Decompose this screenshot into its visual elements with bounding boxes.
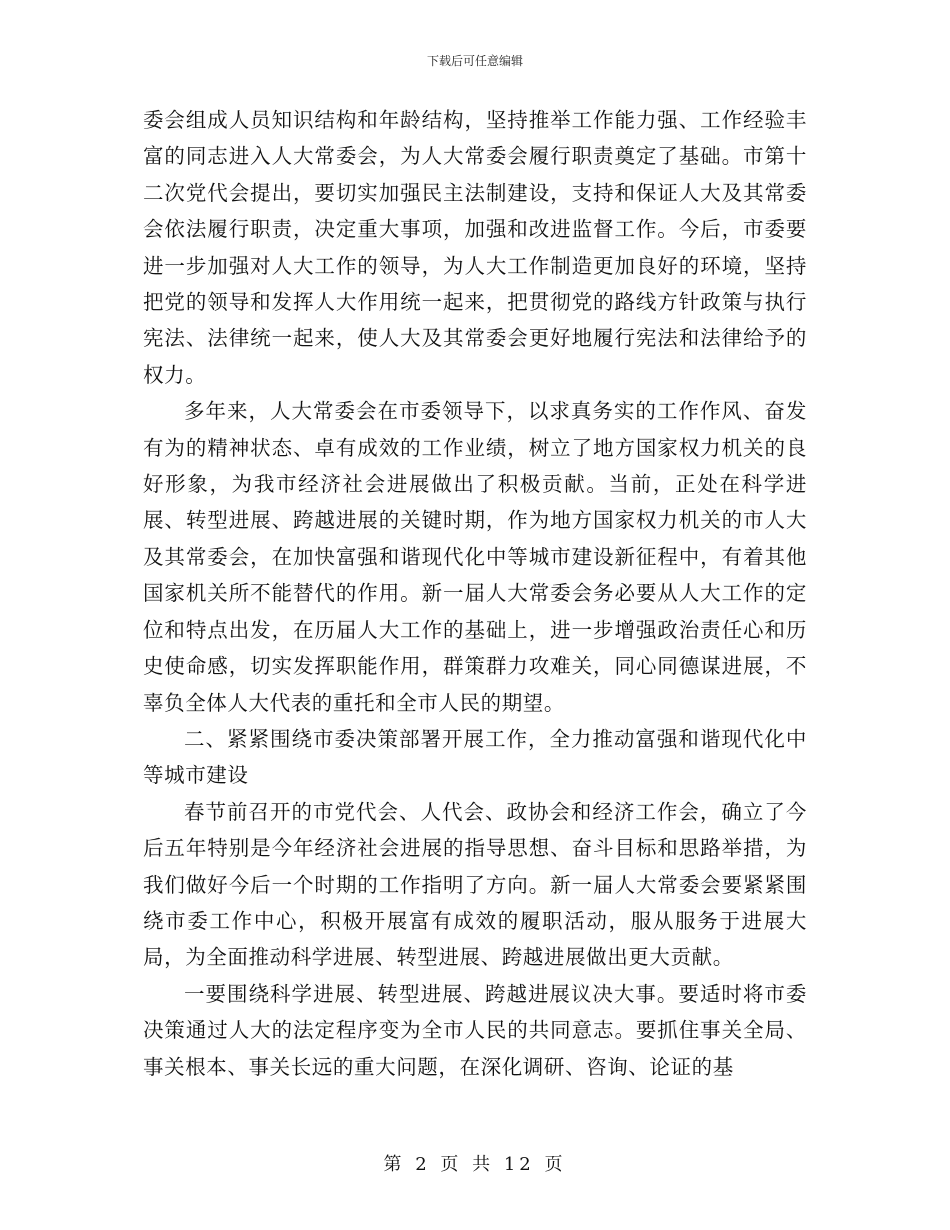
paragraph: 多年来，人大常委会在市委领导下，以求真务实的工作作风、奋发有为的精神状态、卓有成效的工作业绩，树立了地方国家权力机关的良好形象，为我市经济社会进展做出了积极贡献。当前，正处在科学进展、转型进展、跨越进展的关键时期，作为地方国家权力机关的市人大及其常委会，在加快富强和谐现代化中等城市建设新征程中，有着其他国家机关所不能替代的作用。新一届人大常委会务必要从人大工作的定位和特点出发，在历届人大工作的基础上，进一步增强政治责任心和历史使命感，切实发挥职能作用，群策群力攻难关，同心同德谋进展，不辜负全体人大代表的重托和全市人民的期望。 <box>143 399 807 715</box>
paragraph: 春节前召开的市党代会、人代会、政协会和经济工作会，确立了今后五年特别是今年经济社会进展的指导思想、奋斗目标和思路举措，为我们做好今后一个时期的工作指明了方向。新一届人大常委会要紧紧围绕市委工作中心，积极开展富有成效的履职活动，服从服务于进展大局，为全面推动科学进展、转型进展、跨越进展做出更大贡献。 <box>143 799 807 970</box>
paragraph: 一要围绕科学进展、转型进展、跨越进展议决大事。要适时将市委决策通过人大的法定程序变为全市人民的共同意志。要抓住事关全局、事关根本、事关长远的重大问题，在深化调研、咨询、论证的基 <box>143 981 807 1079</box>
paragraph-continuation: 委会组成人员知识结构和年龄结构，坚持推举工作能力强、工作经验丰富的同志进入人大常委会，为人大常委会履行职责奠定了基础。市第十二次党代会提出，要切实加强民主法制建设，支持和保证人大及其常委会依法履行职责，决定重大事项，加强和改进监督工作。今后，市委要进一步加强对人大工作的领导，为人大工作制造更加良好的环境，坚持把党的领导和发挥人大作用统一起来，把贯彻党的路线方针政策与执行宪法、法律统一起来，使人大及其常委会更好地履行宪法和法律给予的权力。 <box>143 108 807 387</box>
document-body <box>143 102 807 1085</box>
page-number: 第 2 页 共 12 页 <box>383 1154 567 1175</box>
header-note: 下载后可任意编辑 <box>426 54 523 68</box>
section-heading: 二、紧紧围绕市委决策部署开展工作，全力推动富强和谐现代化中等城市建设 <box>143 726 807 788</box>
